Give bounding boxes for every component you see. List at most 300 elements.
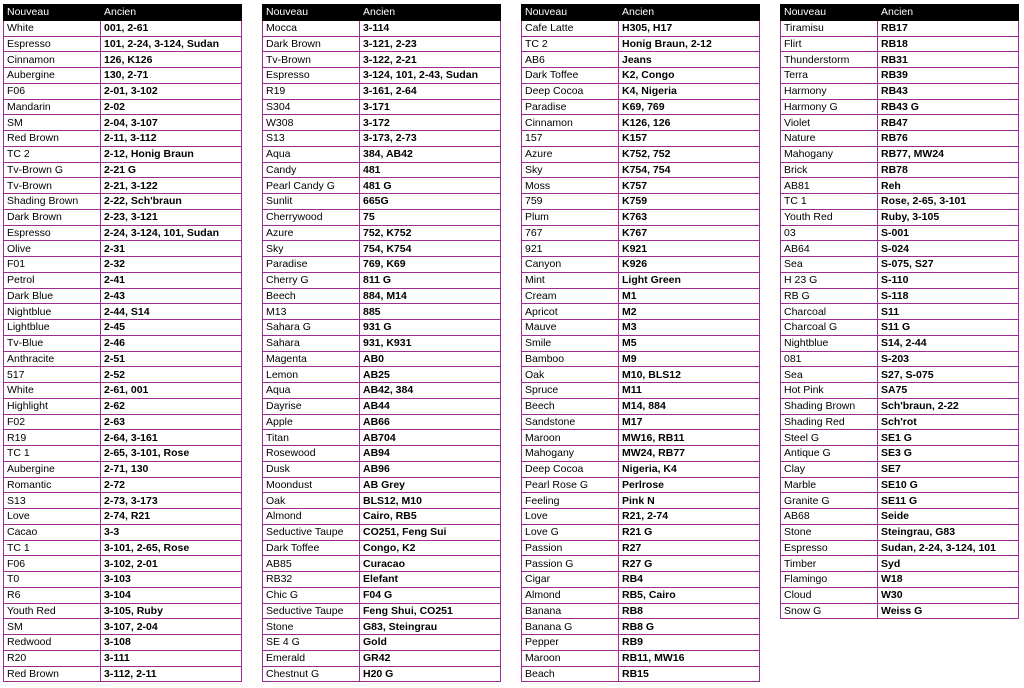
new-name-cell: Cloud xyxy=(781,587,878,603)
old-name-cell: RB17 xyxy=(878,20,1019,36)
old-name-cell: 2-45 xyxy=(101,320,242,336)
table-row xyxy=(4,304,242,320)
new-name-cell: Pearl Rose G xyxy=(522,477,619,493)
new-name-cell: Clay xyxy=(781,461,878,477)
old-name-cell: SE3 G xyxy=(878,446,1019,462)
table-row xyxy=(522,131,760,147)
new-name-cell: AB6 xyxy=(522,52,619,68)
old-name-cell: 3-104 xyxy=(101,587,242,603)
table-row xyxy=(522,477,760,493)
table-row xyxy=(263,20,501,36)
table-row xyxy=(4,493,242,509)
old-name-cell: AB704 xyxy=(360,430,501,446)
table-row xyxy=(781,556,1019,572)
old-name-cell: 2-23, 3-121 xyxy=(101,209,242,225)
table-row xyxy=(522,146,760,162)
table-row xyxy=(781,194,1019,210)
new-name-cell: Oak xyxy=(263,493,360,509)
new-name-cell: Bamboo xyxy=(522,351,619,367)
old-name-cell: Jeans xyxy=(619,52,760,68)
new-name-cell: Plum xyxy=(522,209,619,225)
old-name-cell: M11 xyxy=(619,383,760,399)
table-row xyxy=(781,20,1019,36)
old-name-cell: SA75 xyxy=(878,383,1019,399)
old-name-cell: 2-62 xyxy=(101,398,242,414)
old-name-cell: 3-111 xyxy=(101,650,242,666)
new-name-cell: Cacao xyxy=(4,524,101,540)
old-name-cell: 2-51 xyxy=(101,351,242,367)
new-name-cell: Violet xyxy=(781,115,878,131)
table-row xyxy=(522,446,760,462)
table-row xyxy=(781,351,1019,367)
new-name-cell: Aqua xyxy=(263,383,360,399)
old-name-cell: 3-105, Ruby xyxy=(101,603,242,619)
table-row xyxy=(781,225,1019,241)
new-name-cell: Lemon xyxy=(263,367,360,383)
old-name-cell: RB4 xyxy=(619,572,760,588)
table-row xyxy=(522,414,760,430)
table-row xyxy=(4,288,242,304)
old-name-cell: 2-74, R21 xyxy=(101,509,242,525)
table-row xyxy=(4,619,242,635)
old-name-cell: 769, K69 xyxy=(360,257,501,273)
new-name-cell: F06 xyxy=(4,83,101,99)
table-row xyxy=(4,272,242,288)
table-row xyxy=(263,36,501,52)
new-name-cell: F06 xyxy=(4,556,101,572)
new-name-cell: 767 xyxy=(522,225,619,241)
new-name-cell: TC 2 xyxy=(522,36,619,52)
new-name-cell: Banana G xyxy=(522,619,619,635)
new-name-cell: Azure xyxy=(263,225,360,241)
old-name-cell: 001, 2-61 xyxy=(101,20,242,36)
old-name-cell: RB18 xyxy=(878,36,1019,52)
old-name-cell: RB31 xyxy=(878,52,1019,68)
new-name-cell: Charcoal G xyxy=(781,320,878,336)
old-name-cell: GR42 xyxy=(360,650,501,666)
old-name-cell: S-118 xyxy=(878,288,1019,304)
table-row xyxy=(263,272,501,288)
old-name-cell: H305, H17 xyxy=(619,20,760,36)
new-name-cell: AB68 xyxy=(781,509,878,525)
new-name-cell: Beech xyxy=(522,398,619,414)
new-name-cell: Beech xyxy=(263,288,360,304)
old-name-cell: Rose, 2-65, 3-101 xyxy=(878,194,1019,210)
new-name-cell: R19 xyxy=(263,83,360,99)
old-name-cell: MW16, RB11 xyxy=(619,430,760,446)
new-name-cell: Mahogany xyxy=(522,446,619,462)
table-row xyxy=(781,477,1019,493)
table-row xyxy=(781,383,1019,399)
old-name-cell: RB43 G xyxy=(878,99,1019,115)
old-name-cell: Reh xyxy=(878,178,1019,194)
old-name-cell: H20 G xyxy=(360,666,501,682)
table-row xyxy=(263,146,501,162)
new-name-cell: Nightblue xyxy=(4,304,101,320)
table-row xyxy=(4,162,242,178)
old-name-cell: W30 xyxy=(878,587,1019,603)
table-row xyxy=(4,446,242,462)
new-name-cell: Sea xyxy=(781,257,878,273)
table-row xyxy=(4,83,242,99)
table-row xyxy=(4,36,242,52)
new-name-cell: Mahogany xyxy=(781,146,878,162)
old-name-cell: 2-41 xyxy=(101,272,242,288)
new-name-cell: Brick xyxy=(781,162,878,178)
table-row xyxy=(781,288,1019,304)
old-name-cell: 2-64, 3-161 xyxy=(101,430,242,446)
old-name-cell: 752, K752 xyxy=(360,225,501,241)
table-row xyxy=(263,209,501,225)
old-name-cell: AB42, 384 xyxy=(360,383,501,399)
old-name-cell: 130, 2-71 xyxy=(101,68,242,84)
table-row xyxy=(263,383,501,399)
new-name-cell: Aubergine xyxy=(4,461,101,477)
table-row xyxy=(522,272,760,288)
table-row xyxy=(4,461,242,477)
new-name-cell: Cherry G xyxy=(263,272,360,288)
table-row xyxy=(781,572,1019,588)
old-name-cell: SE10 G xyxy=(878,477,1019,493)
new-name-cell: Espresso xyxy=(4,36,101,52)
new-name-cell: Moondust xyxy=(263,477,360,493)
new-name-cell: Terra xyxy=(781,68,878,84)
old-name-cell: SE7 xyxy=(878,461,1019,477)
table-row xyxy=(522,225,760,241)
old-name-cell: K754, 754 xyxy=(619,162,760,178)
old-name-cell: Nigeria, K4 xyxy=(619,461,760,477)
old-name-cell: 101, 2-24, 3-124, Sudan xyxy=(101,36,242,52)
table-row xyxy=(263,572,501,588)
table-row xyxy=(4,540,242,556)
new-name-cell: Magenta xyxy=(263,351,360,367)
new-name-cell: Red Brown xyxy=(4,666,101,682)
table-row xyxy=(522,540,760,556)
table-row xyxy=(781,398,1019,414)
new-name-cell: Espresso xyxy=(4,225,101,241)
new-name-cell: Smile xyxy=(522,335,619,351)
table-row xyxy=(522,178,760,194)
old-name-cell: S11 xyxy=(878,304,1019,320)
new-name-cell: Tv-Brown xyxy=(263,52,360,68)
new-name-cell: Flirt xyxy=(781,36,878,52)
new-name-cell: Chic G xyxy=(263,587,360,603)
color-table-3 xyxy=(521,4,760,682)
table-row xyxy=(263,524,501,540)
new-name-cell: F02 xyxy=(4,414,101,430)
new-name-cell: Marble xyxy=(781,477,878,493)
old-name-cell: K759 xyxy=(619,194,760,210)
new-name-cell: Banana xyxy=(522,603,619,619)
table-row xyxy=(522,288,760,304)
new-name-cell: Sunlit xyxy=(263,194,360,210)
new-name-cell: Pearl Candy G xyxy=(263,178,360,194)
table-row xyxy=(263,351,501,367)
header-ancien: Ancien xyxy=(878,5,1019,21)
new-name-cell: Beach xyxy=(522,666,619,682)
table-row xyxy=(522,619,760,635)
old-name-cell: M9 xyxy=(619,351,760,367)
old-name-cell: Sch'rot xyxy=(878,414,1019,430)
table-row xyxy=(4,572,242,588)
table-row xyxy=(263,650,501,666)
table-row xyxy=(781,146,1019,162)
table-row xyxy=(263,115,501,131)
old-name-cell: Honig Braun, 2-12 xyxy=(619,36,760,52)
new-name-cell: Sky xyxy=(522,162,619,178)
color-table-2 xyxy=(262,4,501,682)
table-row xyxy=(781,115,1019,131)
old-name-cell: R27 G xyxy=(619,556,760,572)
new-name-cell: 157 xyxy=(522,131,619,147)
old-name-cell: CO251, Feng Sui xyxy=(360,524,501,540)
old-name-cell: 3-103 xyxy=(101,572,242,588)
old-name-cell: 384, AB42 xyxy=(360,146,501,162)
table-row xyxy=(781,68,1019,84)
new-name-cell: Steel G xyxy=(781,430,878,446)
old-name-cell: 2-61, 001 xyxy=(101,383,242,399)
old-name-cell: 2-43 xyxy=(101,288,242,304)
old-name-cell: Feng Shui, CO251 xyxy=(360,603,501,619)
new-name-cell: Petrol xyxy=(4,272,101,288)
table-row xyxy=(4,194,242,210)
old-name-cell: Gold xyxy=(360,635,501,651)
new-name-cell: R6 xyxy=(4,587,101,603)
new-name-cell: Seductive Taupe xyxy=(263,603,360,619)
new-name-cell: TC 2 xyxy=(4,146,101,162)
table-row xyxy=(522,162,760,178)
table-row xyxy=(263,162,501,178)
new-name-cell: Maroon xyxy=(522,650,619,666)
old-name-cell: K126, 126 xyxy=(619,115,760,131)
new-name-cell: Mint xyxy=(522,272,619,288)
old-name-cell: S-001 xyxy=(878,225,1019,241)
old-name-cell: 3-121, 2-23 xyxy=(360,36,501,52)
table-row xyxy=(4,209,242,225)
new-name-cell: Espresso xyxy=(263,68,360,84)
new-name-cell: Redwood xyxy=(4,635,101,651)
header-ancien: Ancien xyxy=(101,5,242,21)
old-name-cell: RB43 xyxy=(878,83,1019,99)
old-name-cell: M2 xyxy=(619,304,760,320)
new-name-cell: Titan xyxy=(263,430,360,446)
table-row xyxy=(263,540,501,556)
old-name-cell: W18 xyxy=(878,572,1019,588)
new-name-cell: Red Brown xyxy=(4,131,101,147)
old-name-cell: 665G xyxy=(360,194,501,210)
old-name-cell: RB5, Cairo xyxy=(619,587,760,603)
table-row xyxy=(781,335,1019,351)
old-name-cell: 3-112, 2-11 xyxy=(101,666,242,682)
old-name-cell: RB78 xyxy=(878,162,1019,178)
new-name-cell: M13 xyxy=(263,304,360,320)
new-name-cell: S13 xyxy=(263,131,360,147)
header-row xyxy=(4,5,242,21)
new-name-cell: Rosewood xyxy=(263,446,360,462)
table-row xyxy=(522,430,760,446)
old-name-cell: R21, 2-74 xyxy=(619,509,760,525)
new-name-cell: Passion G xyxy=(522,556,619,572)
table-row xyxy=(263,446,501,462)
new-name-cell: White xyxy=(4,383,101,399)
old-name-cell: 3-114 xyxy=(360,20,501,36)
new-name-cell: Sea xyxy=(781,367,878,383)
table-row xyxy=(522,398,760,414)
table-row xyxy=(4,68,242,84)
new-name-cell: RB G xyxy=(781,288,878,304)
table-row xyxy=(4,383,242,399)
old-name-cell: 3-122, 2-21 xyxy=(360,52,501,68)
old-name-cell: 2-46 xyxy=(101,335,242,351)
table-row xyxy=(781,272,1019,288)
color-table-4 xyxy=(780,4,1019,619)
old-name-cell: R27 xyxy=(619,540,760,556)
old-name-cell: K69, 769 xyxy=(619,99,760,115)
old-name-cell: AB44 xyxy=(360,398,501,414)
new-name-cell: F01 xyxy=(4,257,101,273)
table-row xyxy=(263,194,501,210)
table-row xyxy=(263,68,501,84)
new-name-cell: Shading Brown xyxy=(781,398,878,414)
old-name-cell: Seide xyxy=(878,509,1019,525)
table-row xyxy=(522,650,760,666)
new-name-cell: Stone xyxy=(781,524,878,540)
old-name-cell: K763 xyxy=(619,209,760,225)
old-name-cell: RB11, MW16 xyxy=(619,650,760,666)
table-row xyxy=(4,178,242,194)
new-name-cell: Sahara xyxy=(263,335,360,351)
old-name-cell: 75 xyxy=(360,209,501,225)
new-name-cell: Deep Cocoa xyxy=(522,461,619,477)
table-row xyxy=(781,430,1019,446)
old-name-cell: S-110 xyxy=(878,272,1019,288)
table-row xyxy=(4,603,242,619)
table-row xyxy=(4,99,242,115)
old-name-cell: 2-31 xyxy=(101,241,242,257)
table-row xyxy=(4,320,242,336)
old-name-cell: 885 xyxy=(360,304,501,320)
table-row xyxy=(263,257,501,273)
old-name-cell: 931 G xyxy=(360,320,501,336)
table-row xyxy=(522,20,760,36)
new-name-cell: Dark Blue xyxy=(4,288,101,304)
table-row xyxy=(263,178,501,194)
table-row xyxy=(4,398,242,414)
new-name-cell: Azure xyxy=(522,146,619,162)
new-name-cell: Dusk xyxy=(263,461,360,477)
new-name-cell: Sandstone xyxy=(522,414,619,430)
old-name-cell: K767 xyxy=(619,225,760,241)
old-name-cell: Cairo, RB5 xyxy=(360,509,501,525)
old-name-cell: K2, Congo xyxy=(619,68,760,84)
new-name-cell: Shading Brown xyxy=(4,194,101,210)
table-row xyxy=(263,619,501,635)
table-row xyxy=(263,320,501,336)
table-row xyxy=(522,241,760,257)
old-name-cell: 3-3 xyxy=(101,524,242,540)
new-name-cell: Passion xyxy=(522,540,619,556)
old-name-cell: 2-24, 3-124, 101, Sudan xyxy=(101,225,242,241)
new-name-cell: White xyxy=(4,20,101,36)
header-row xyxy=(522,5,760,21)
table-row xyxy=(4,335,242,351)
table-row xyxy=(522,335,760,351)
new-name-cell: Cigar xyxy=(522,572,619,588)
new-name-cell: Lightblue xyxy=(4,320,101,336)
new-name-cell: Feeling xyxy=(522,493,619,509)
old-name-cell: S11 G xyxy=(878,320,1019,336)
table-row xyxy=(4,146,242,162)
table-row xyxy=(263,666,501,682)
old-name-cell: RB39 xyxy=(878,68,1019,84)
old-name-cell: Perlrose xyxy=(619,477,760,493)
old-name-cell: 2-71, 130 xyxy=(101,461,242,477)
old-name-cell: Ruby, 3-105 xyxy=(878,209,1019,225)
new-name-cell: Mandarin xyxy=(4,99,101,115)
old-name-cell: RB8 G xyxy=(619,619,760,635)
new-name-cell: Shading Red xyxy=(781,414,878,430)
table-row xyxy=(263,587,501,603)
old-name-cell: 126, K126 xyxy=(101,52,242,68)
table-row xyxy=(263,288,501,304)
new-name-cell: W308 xyxy=(263,115,360,131)
table-row xyxy=(781,131,1019,147)
table-row xyxy=(522,304,760,320)
table-row xyxy=(781,524,1019,540)
old-name-cell: 3-107, 2-04 xyxy=(101,619,242,635)
old-name-cell: K921 xyxy=(619,241,760,257)
table-row xyxy=(522,194,760,210)
new-name-cell: SE 4 G xyxy=(263,635,360,651)
old-name-cell: 2-12, Honig Braun xyxy=(101,146,242,162)
table-row xyxy=(522,461,760,477)
new-name-cell: Mauve xyxy=(522,320,619,336)
new-name-cell: H 23 G xyxy=(781,272,878,288)
header-ancien: Ancien xyxy=(360,5,501,21)
new-name-cell: S13 xyxy=(4,493,101,509)
new-name-cell: Almond xyxy=(522,587,619,603)
old-name-cell: Sudan, 2-24, 3-124, 101 xyxy=(878,540,1019,556)
table-row xyxy=(781,446,1019,462)
new-name-cell: TC 1 xyxy=(4,446,101,462)
new-name-cell: Olive xyxy=(4,241,101,257)
table-row xyxy=(263,52,501,68)
table-row xyxy=(263,461,501,477)
old-name-cell: Pink N xyxy=(619,493,760,509)
old-name-cell: Light Green xyxy=(619,272,760,288)
table-row xyxy=(263,556,501,572)
old-name-cell: S-075, S27 xyxy=(878,257,1019,273)
old-name-cell: Steingrau, G83 xyxy=(878,524,1019,540)
old-name-cell: BLS12, M10 xyxy=(360,493,501,509)
color-table-1 xyxy=(3,4,242,682)
new-name-cell: Moss xyxy=(522,178,619,194)
new-name-cell: 517 xyxy=(4,367,101,383)
new-name-cell: Almond xyxy=(263,509,360,525)
old-name-cell: M1 xyxy=(619,288,760,304)
new-name-cell: Cinnamon xyxy=(4,52,101,68)
new-name-cell: RB32 xyxy=(263,572,360,588)
old-name-cell: RB8 xyxy=(619,603,760,619)
old-name-cell: Curacao xyxy=(360,556,501,572)
table-row xyxy=(522,115,760,131)
table-row xyxy=(781,209,1019,225)
table-row xyxy=(4,367,242,383)
table-row xyxy=(263,131,501,147)
table-row xyxy=(263,304,501,320)
new-name-cell: Dayrise xyxy=(263,398,360,414)
new-name-cell: Flamingo xyxy=(781,572,878,588)
